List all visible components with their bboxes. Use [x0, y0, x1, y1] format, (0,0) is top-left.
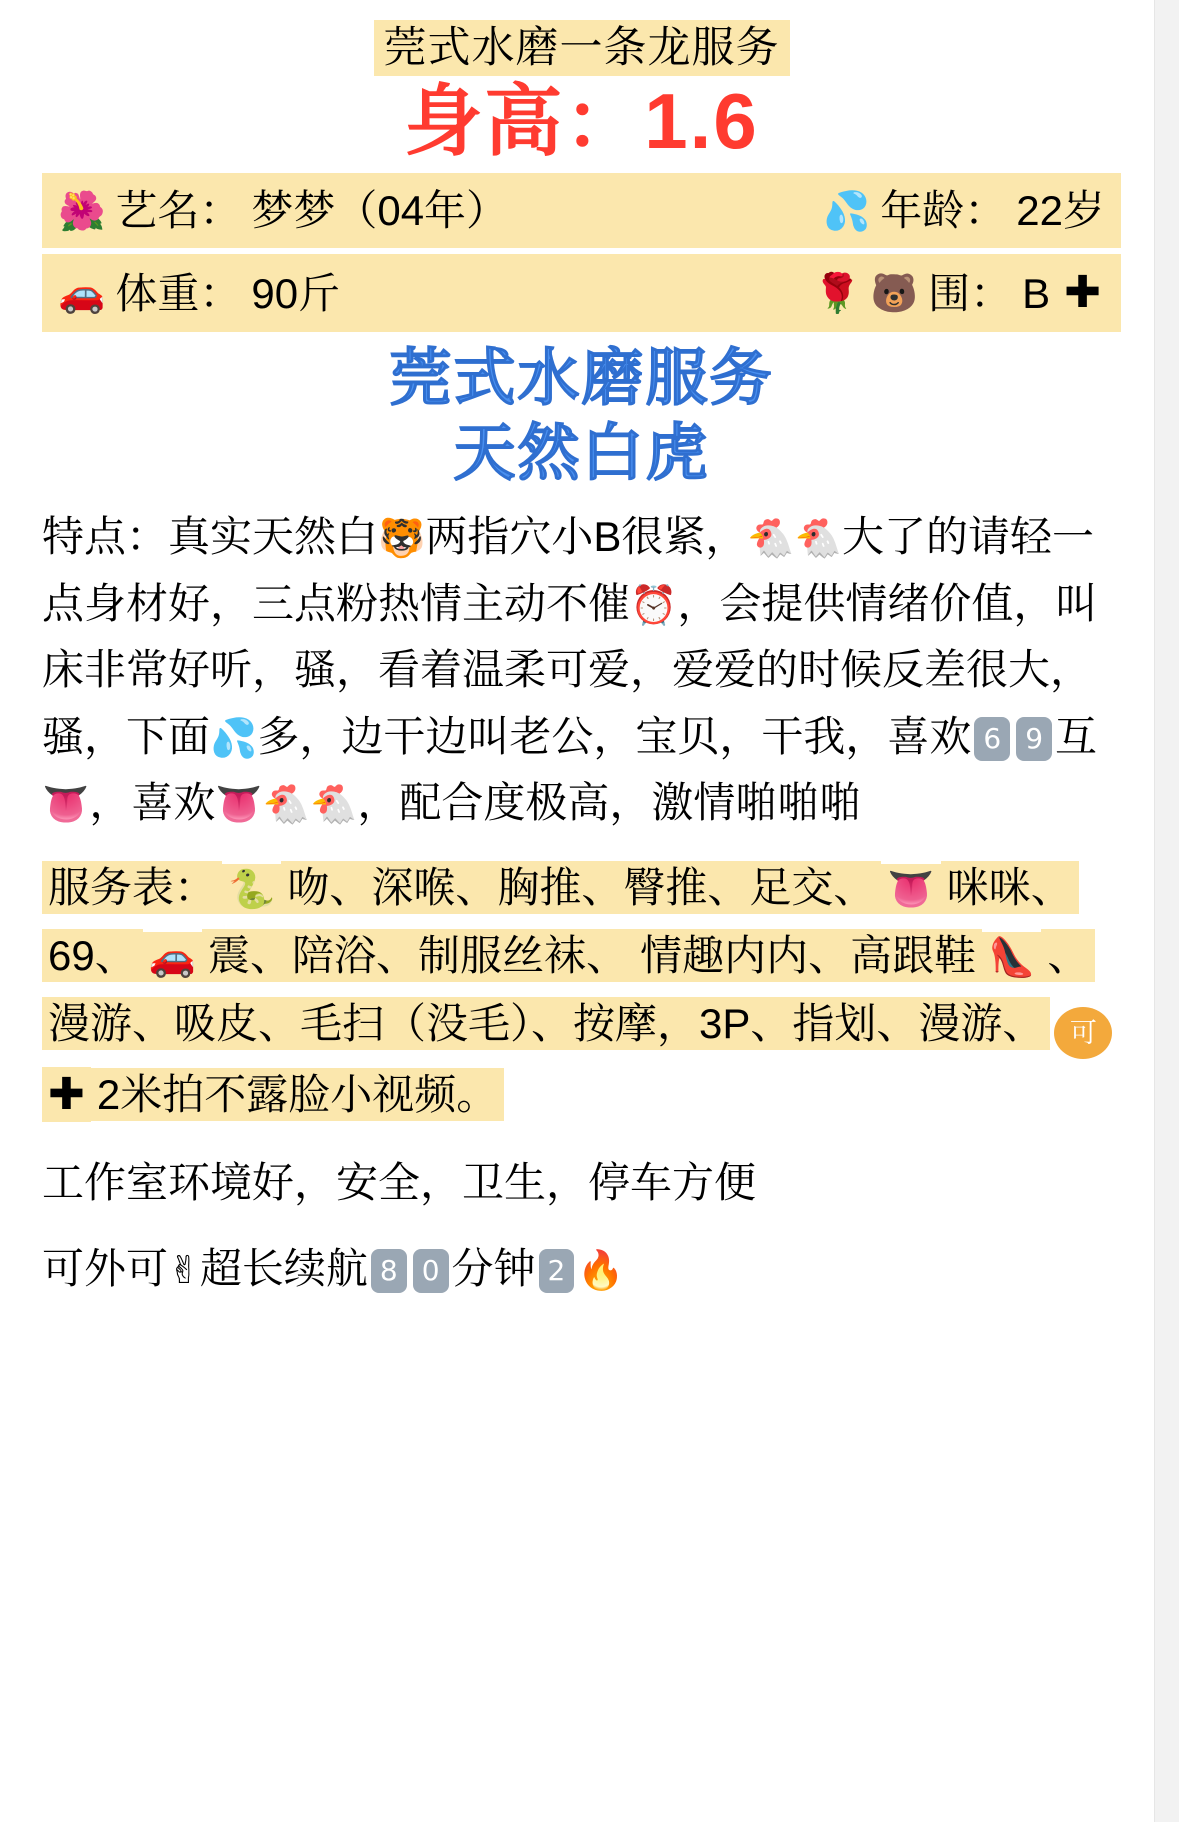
snake-icon: 🐍: [222, 864, 281, 914]
name-value: 梦梦（04年）: [251, 187, 509, 235]
features-seg1: 真实天然白: [168, 513, 379, 561]
features-seg8: ，配合度极高，激情啪啪啪: [357, 778, 862, 826]
page-edge-strip: [1154, 0, 1179, 1822]
top-title: 莞式水磨一条龙服务: [374, 20, 790, 76]
features-seg6: 互: [1055, 712, 1098, 760]
bear-icon: 🐻: [870, 271, 919, 316]
info-row-name-age: [42, 173, 1121, 248]
chicken-icon-4: 🐔: [310, 781, 358, 826]
droplets-icon: 💦: [210, 715, 258, 760]
high-heel-icon: 👠: [982, 932, 1041, 982]
age-value: 22岁: [1016, 187, 1105, 235]
footer-text-1: 工作室环境好，安全，卫生，停车方便: [42, 1158, 757, 1206]
alarm-clock-icon: ⏰: [630, 582, 678, 627]
service-part5: 、漫游、吸皮、毛扫（没毛）、按摩，3P、指划、漫游、: [42, 929, 1095, 1050]
info-cell-bust: [813, 260, 1105, 326]
features-seg5: 多，边干边叫老公，宝贝，干我，喜欢: [257, 712, 972, 760]
tongue-icon-3: 👅: [881, 864, 940, 914]
features-seg4: ，会提供情绪价值，叫床非常好听，骚，看着温柔可爱，爱爱的时候反差很大，骚，下面: [42, 579, 1098, 760]
rose-icon: 🌹: [813, 271, 861, 316]
car-icon-2: 🚗: [143, 932, 202, 982]
info-cell-name: [58, 179, 508, 242]
tongue-icon-2: 👅: [215, 781, 263, 826]
name-label: 艺名：: [115, 187, 242, 235]
info-cell-weight: [58, 262, 340, 325]
sweat-droplets-icon: 💦: [822, 188, 871, 233]
height-value: 1.6: [644, 76, 759, 165]
tongue-icon-1: 👅: [42, 781, 90, 826]
ke-circle-icon: 可: [1054, 1007, 1112, 1059]
keycap-zero-icon: 0: [413, 1249, 449, 1293]
height-label: 身高：: [404, 76, 645, 165]
car-icon: 🚗: [58, 271, 106, 316]
footer-text-2c: 分钟: [451, 1244, 536, 1292]
bust-label: 围：: [928, 269, 1013, 317]
features-seg7: ，喜欢: [89, 778, 216, 826]
footer-text-2b: 超长续航: [199, 1244, 368, 1292]
blue-title-line1: 莞式水磨服务: [389, 344, 774, 414]
footer-line-1: [42, 1149, 1121, 1217]
features-seg2: 两指穴小B很紧，: [425, 513, 748, 561]
fire-icon: 🔥: [577, 1247, 625, 1292]
tiger-face-icon: 🐯: [378, 516, 426, 561]
features-paragraph: [42, 504, 1121, 836]
keycap-nine-icon: 9: [1016, 717, 1052, 761]
service-part4: 情趣内内、高跟鞋: [634, 929, 982, 982]
keycap-six-icon: 6: [974, 717, 1010, 761]
chicken-icon-2: 🐔: [794, 516, 843, 561]
top-title-line: [42, 22, 1121, 76]
keycap-two-icon: 2: [539, 1249, 575, 1293]
service-list-paragraph: [42, 854, 1121, 1130]
age-label: 年龄：: [880, 187, 1007, 235]
chicken-icon-3: 🐔: [262, 781, 310, 826]
service-part1: 吻、深喉、胸推、臀推、足交、: [281, 861, 881, 914]
footer-text-2a: 可外可: [42, 1244, 169, 1292]
features-seg3: 大了的请轻一点身材好，三点粉热情主动不催: [42, 513, 1095, 627]
features-label: 特点：: [42, 513, 169, 561]
hibiscus-icon: 🌺: [58, 188, 106, 233]
info-cell-age: [823, 179, 1105, 242]
height-line: [42, 78, 1121, 165]
plus-icon: ✚: [1064, 268, 1101, 318]
chicken-icon-1: 🐔: [747, 516, 795, 561]
plus-icon-2: ✚: [42, 1067, 91, 1122]
service-part6: 2米拍不露脸小视频。: [91, 1068, 504, 1121]
victory-hand-icon: ✌: [168, 1247, 200, 1292]
bust-value: B: [1022, 269, 1051, 317]
service-part3: 震、陪浴、制服丝袜、: [202, 929, 634, 982]
service-part2: 咪咪、69、: [42, 861, 1079, 982]
info-row-weight-bust: [42, 254, 1121, 332]
blue-title-line2: 天然白虎: [453, 419, 710, 489]
service-label: 服务表：: [42, 861, 222, 914]
weight-value: 90斤: [251, 269, 341, 317]
weight-label: 体重：: [115, 269, 242, 317]
footer-line-2: [42, 1235, 1121, 1303]
keycap-eight-icon: 8: [371, 1249, 407, 1293]
